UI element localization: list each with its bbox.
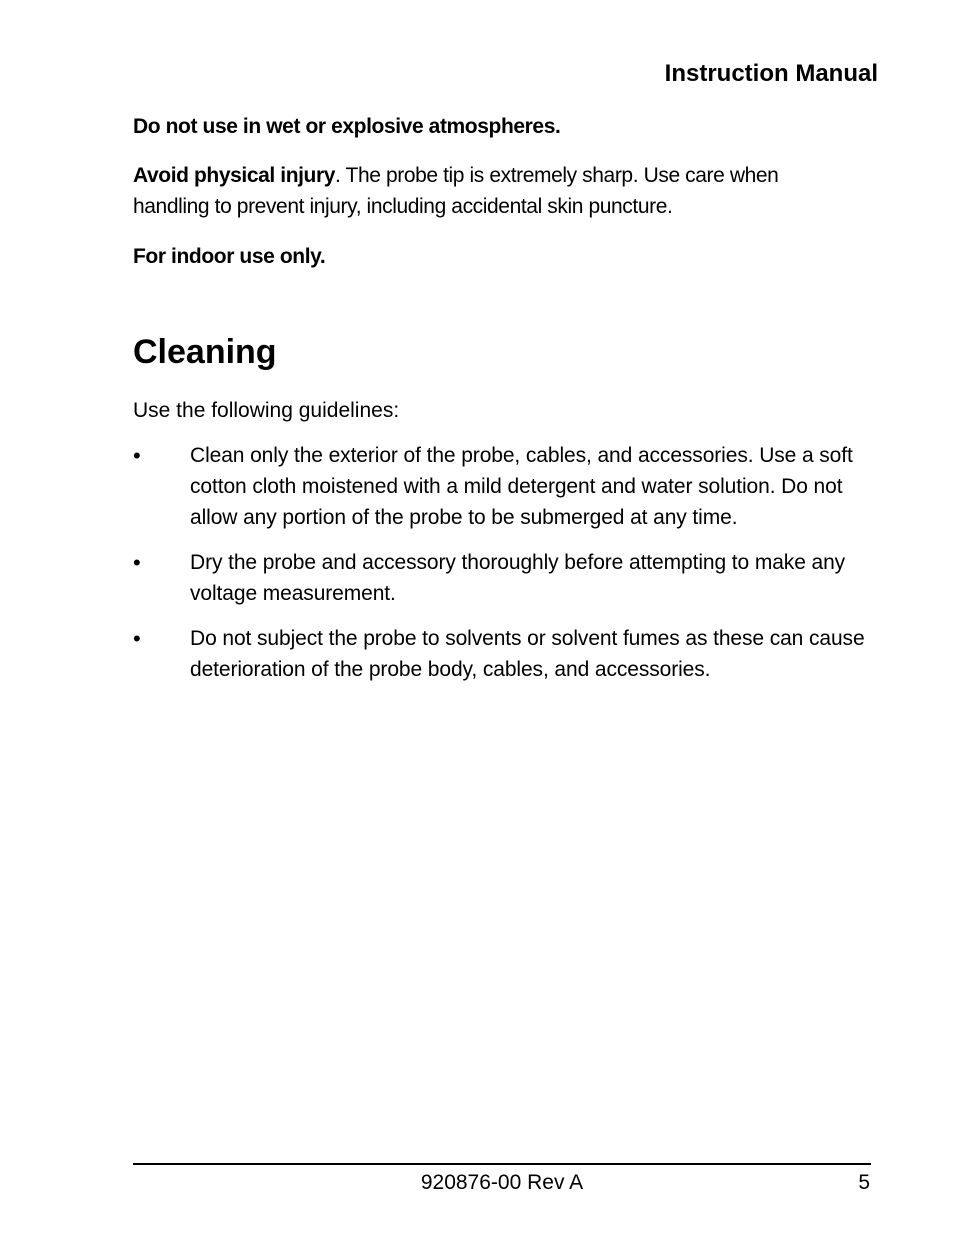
cleaning-guidelines-list [133, 440, 883, 699]
list-item [133, 623, 883, 685]
footer-document-number: 920876-00 Rev A [420, 1171, 584, 1194]
list-item-text: Clean only the exterior of the probe, cables, and accessories. Use a soft cotton cloth moistened with a mild detergent and water solution. Do not allow any portion of the probe to be submerged at any time. [190, 444, 853, 529]
bullet-icon: • [133, 443, 141, 468]
bullet-icon: • [133, 550, 141, 575]
list-item-text: Dry the probe and accessory thoroughly before attempting to make any voltage measurement. [190, 551, 846, 605]
footer-page-number: 5 [858, 1171, 870, 1194]
footer-divider [133, 1163, 871, 1165]
warning-indoor-only [133, 241, 833, 272]
warning-wet-atmospheres [133, 111, 833, 142]
bullet-icon: • [133, 626, 141, 651]
manual-title: Instruction Manual [664, 60, 878, 87]
warning-indoor-only-text: For indoor use only. [133, 245, 326, 268]
warning-injury-text: . The probe tip is extremely sharp. Use care when handling to prevent injury, including accidental skin puncture. [133, 164, 779, 218]
cleaning-intro: Use the following guidelines: [133, 399, 400, 422]
list-item [133, 440, 883, 533]
warning-wet-atmospheres-text: Do not use in wet or explosive atmospheres. [133, 115, 561, 138]
list-item [133, 547, 883, 609]
warning-injury-lead: Avoid physical injury [133, 164, 336, 187]
warning-physical-injury [133, 160, 833, 222]
list-item-text: Do not subject the probe to solvents or solvent fumes as these can cause deterioration of the probe body, cables, and accessories. [190, 627, 865, 681]
section-heading-cleaning: Cleaning [133, 333, 277, 371]
